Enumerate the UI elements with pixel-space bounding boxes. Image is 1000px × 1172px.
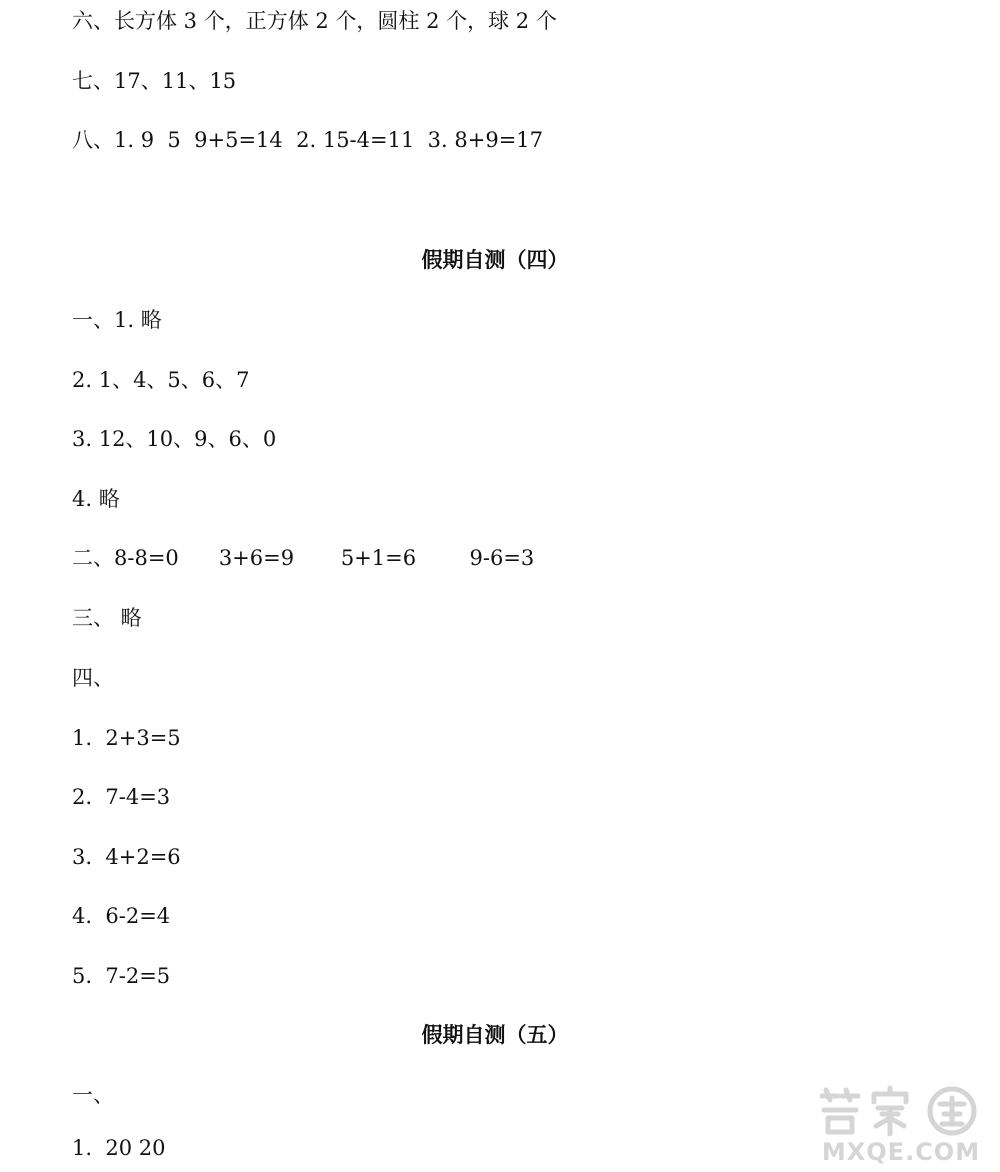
section4-line-6: 三、 略 bbox=[72, 606, 142, 630]
section4-line-5: 二、8-8=0 3+6=9 5+1=6 9-6=3 bbox=[72, 546, 535, 570]
section-title-4: 假期自测（四） bbox=[421, 247, 569, 272]
watermark-logo-icon bbox=[812, 1084, 990, 1138]
section4-line-12: 5. 7-2=5 bbox=[72, 964, 171, 988]
section4-line-7: 四、 bbox=[72, 666, 114, 690]
answer-line-7: 七、17、11、15 bbox=[72, 69, 237, 93]
section4-line-8: 1. 2+3=5 bbox=[72, 726, 181, 750]
section4-line-11: 4. 6-2=4 bbox=[72, 904, 171, 928]
section4-line-10: 3. 4+2=6 bbox=[72, 845, 181, 869]
section-title-5: 假期自测（五） bbox=[421, 1022, 569, 1047]
answer-line-8: 八、1. 9 5 9+5=14 2. 15-4=11 3. 8+9=17 bbox=[72, 128, 544, 152]
section5-line-2: 1. 20 20 bbox=[72, 1136, 166, 1160]
section5-line-1: 一、 bbox=[72, 1083, 114, 1107]
section4-line-1: 一、1. 略 bbox=[72, 308, 162, 332]
section4-line-4: 4. 略 bbox=[72, 487, 120, 511]
answer-line-6: 六、长方体 3 个，正方体 2 个，圆柱 2 个，球 2 个 bbox=[72, 9, 557, 33]
site-watermark bbox=[812, 1084, 990, 1166]
section4-line-9: 2. 7-4=3 bbox=[72, 785, 171, 809]
watermark-text: MXQE.COM bbox=[821, 1138, 981, 1166]
section4-line-2: 2. 1、4、5、6、7 bbox=[72, 368, 250, 392]
section4-line-3: 3. 12、10、9、6、0 bbox=[72, 427, 277, 451]
